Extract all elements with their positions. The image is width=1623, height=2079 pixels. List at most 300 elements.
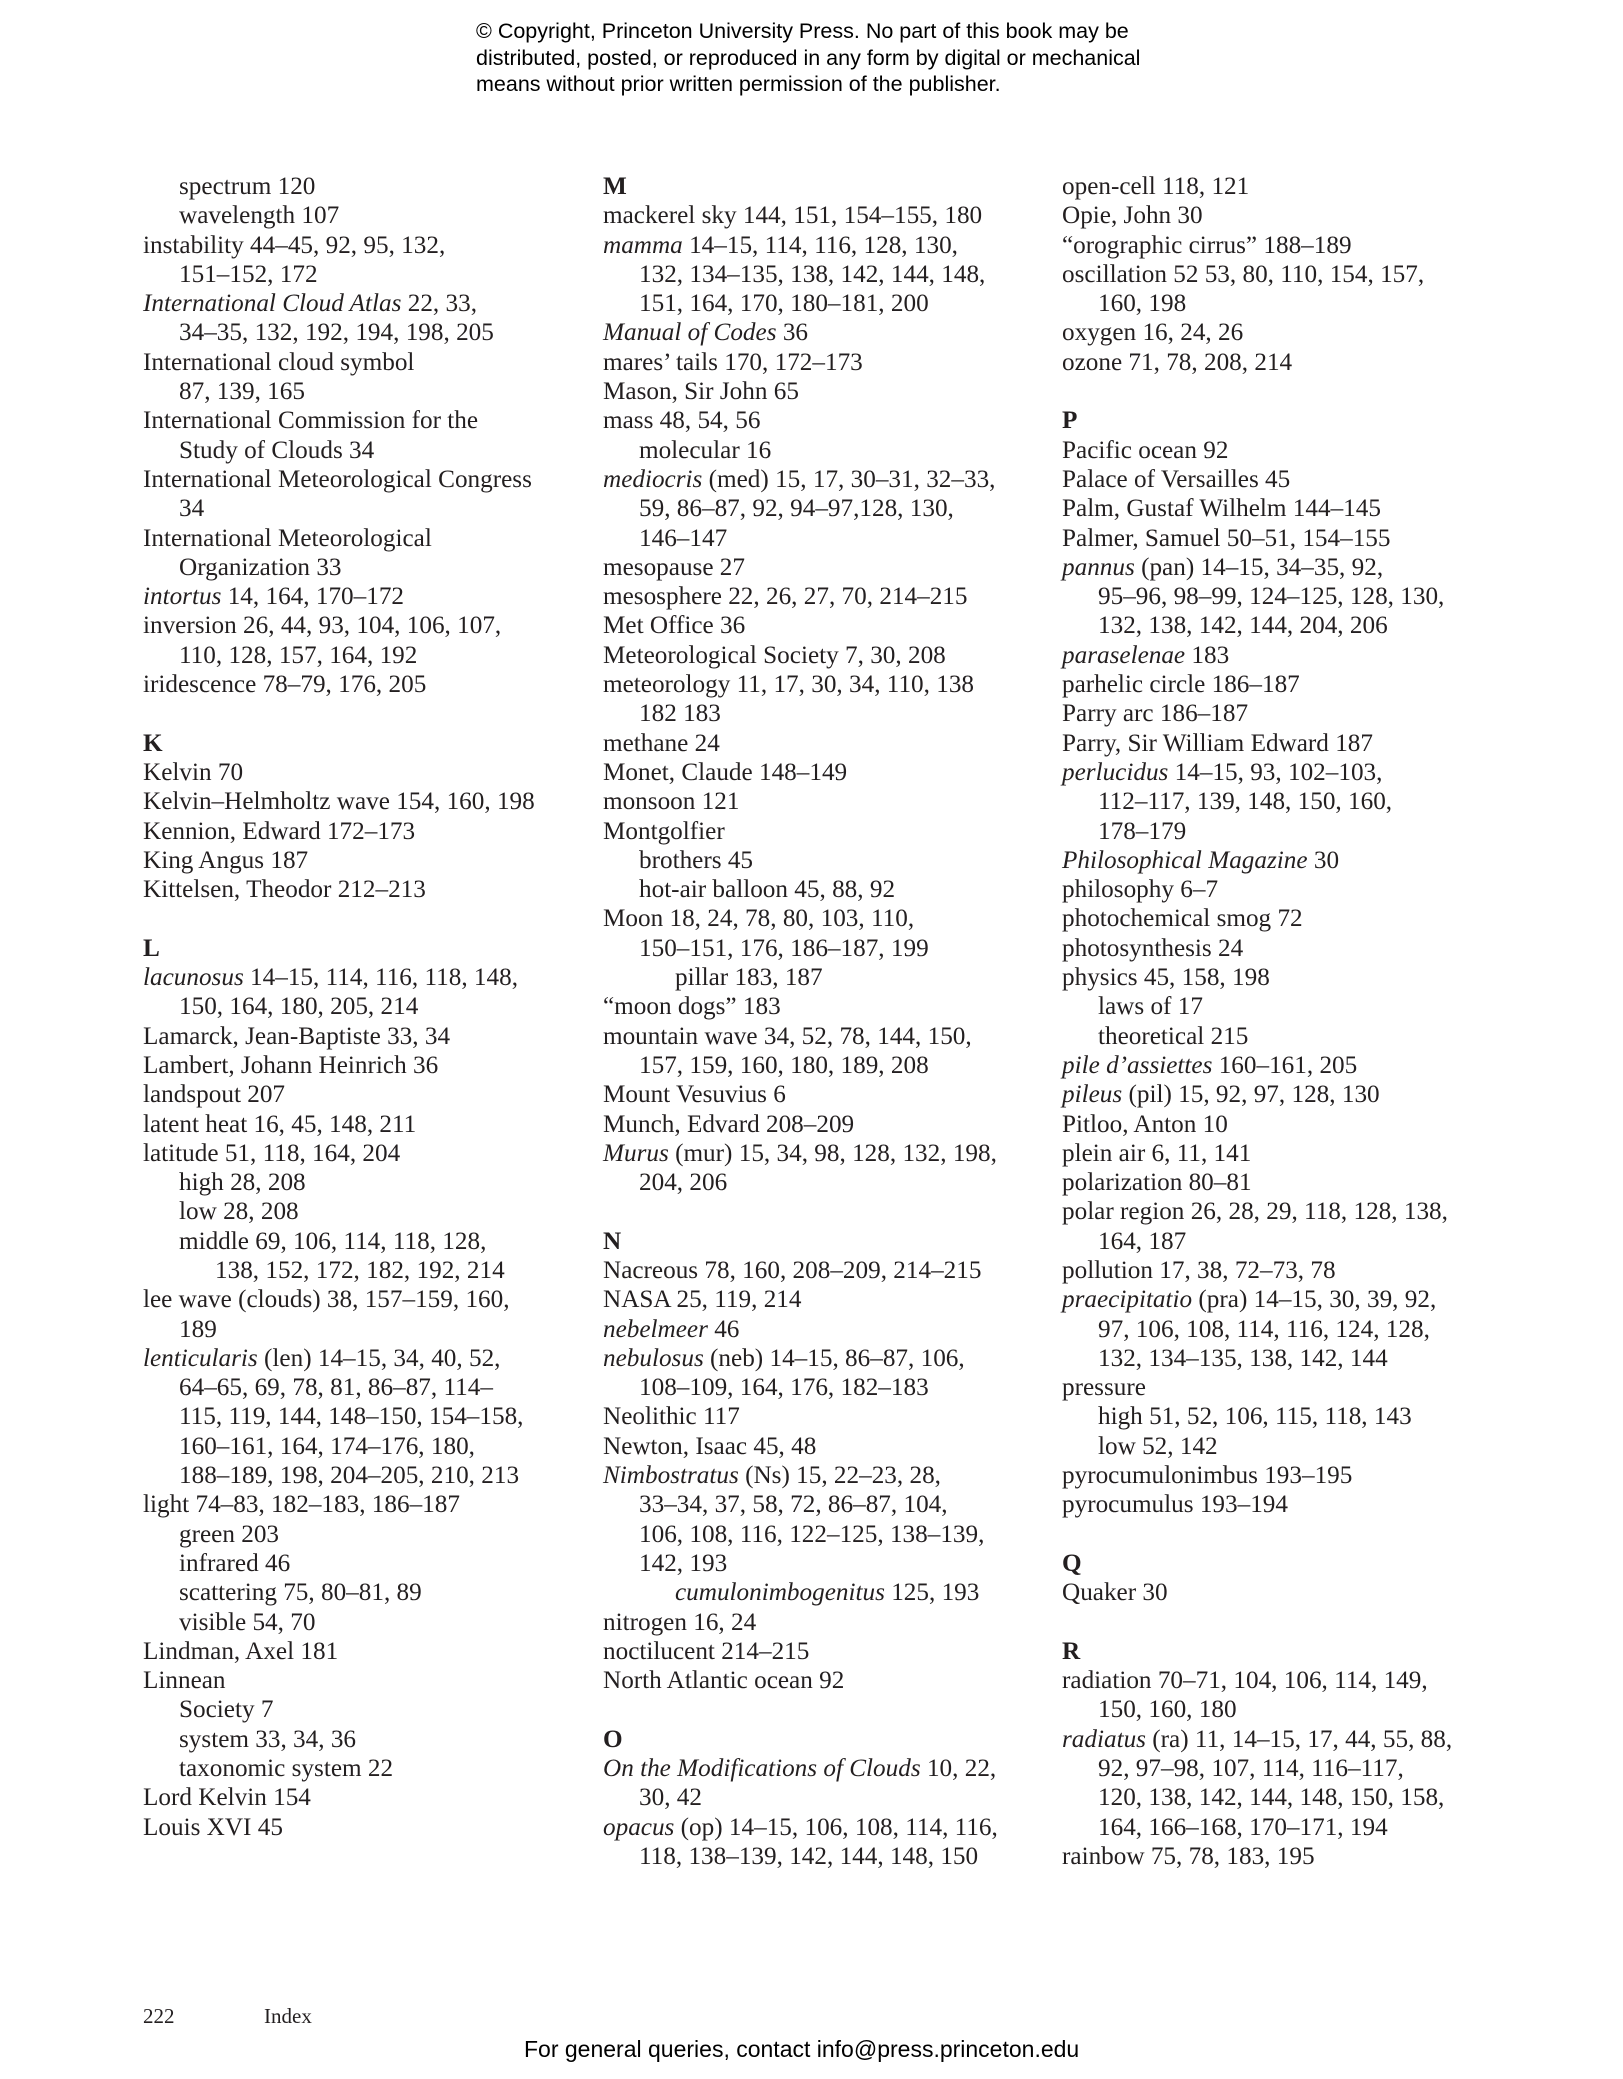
index-text: 92, 97–98, 107, 114, 116–117, [1098,1755,1404,1783]
index-text: Society 7 [179,1696,274,1724]
index-italic-text: Manual of Codes [603,319,777,347]
copyright-line: © Copyright, Princeton University Press. No part of this book may be [476,19,1129,43]
index-text: light 74–83, 182–183, 186–187 [143,1491,460,1519]
index-text: 14–15, 114, 116, 118, 148, [243,964,519,992]
index-entry [143,611,583,640]
index-text: wavelength 107 [179,202,340,230]
index-italic-text: perlucidus [1062,758,1169,786]
index-entry [143,670,583,699]
index-entry [1062,1490,1502,1519]
index-text: 110, 128, 157, 164, 192 [179,641,418,669]
index-text: low 28, 208 [179,1198,299,1226]
index-subline [143,1549,583,1578]
index-text: Parry arc 186–187 [1062,700,1249,728]
index-subline [603,1520,1043,1549]
index-text: Lord Kelvin 154 [143,1784,311,1812]
index-entry [1062,1256,1502,1285]
index-text: radiation 70–71, 104, 106, 114, 149, [1062,1667,1428,1695]
index-entry [1062,436,1502,465]
index-entry [143,1051,583,1080]
index-entry [1062,201,1502,230]
index-text: NASA 25, 119, 214 [603,1286,802,1314]
index-entry [143,1813,583,1842]
index-text: 160–161, 164, 174–176, 180, [179,1432,475,1460]
index-entry [143,817,583,846]
index-text: oxygen 16, 24, 26 [1062,319,1244,347]
index-entry [1062,553,1502,582]
index-text: 142, 193 [639,1549,728,1577]
index-text: open-cell 118, 121 [1062,173,1250,200]
index-text: 146–147 [639,524,728,552]
index-text: 138, 152, 172, 182, 192, 214 [215,1256,505,1284]
index-italic-text: On the Modifications of Clouds [603,1755,921,1783]
index-italic-text: pileus [1062,1081,1123,1109]
index-text: (len) 14–15, 34, 40, 52, [257,1344,501,1372]
index-text: “moon dogs” 183 [603,993,781,1021]
index-subline [603,963,1043,992]
index-text: 34–35, 132, 192, 194, 198, 205 [179,319,494,347]
index-text: Mount Vesuvius 6 [603,1081,786,1109]
index-text: 59, 86–87, 92, 94–97,128, 130, [639,495,954,523]
index-entry [603,787,1043,816]
index-entry [1062,465,1502,494]
index-subline [603,289,1043,318]
index-text: low 52, 142 [1098,1432,1218,1460]
index-entry [143,1080,583,1109]
index-entry [603,1608,1043,1637]
index-column-3 [1062,172,1502,1871]
index-text: high 28, 208 [179,1169,306,1197]
index-entry [603,1139,1043,1168]
index-subline [143,1520,583,1549]
index-entry [1062,670,1502,699]
index-subline [143,1315,583,1344]
index-subline [1062,289,1502,318]
index-text: pyrocumulus 193–194 [1062,1491,1288,1519]
index-text: physics 45, 158, 198 [1062,964,1270,992]
index-italic-text: nebelmeer [603,1315,708,1343]
index-subline [1062,1227,1502,1256]
index-entry [603,1432,1043,1461]
index-subline [1062,1402,1502,1431]
index-subline [143,1256,583,1285]
index-text: (pra) 14–15, 30, 39, 92, [1192,1286,1437,1314]
index-text: International Meteorological [143,524,432,552]
index-entry [603,817,1043,846]
index-subline [603,875,1043,904]
index-entry [143,963,583,992]
index-entry [603,406,1043,435]
index-subline [143,377,583,406]
index-italic-text: pile d’assiettes [1062,1051,1213,1079]
index-text: Nacreous 78, 160, 208–209, 214–215 [603,1256,982,1284]
index-subline [603,524,1043,553]
index-entry [143,1344,583,1373]
index-entry [603,377,1043,406]
index-text: Quaker 30 [1062,1579,1168,1607]
index-entry [1062,1110,1502,1139]
index-entry [1062,172,1502,201]
index-text: 14–15, 114, 116, 128, 130, [682,231,958,259]
index-entry [143,758,583,787]
index-entry [1062,348,1502,377]
index-text: laws of 17 [1098,993,1203,1021]
index-text: Palmer, Samuel 50–51, 154–155 [1062,524,1391,552]
index-text: meteorology 11, 17, 30, 34, 110, 138 [603,671,975,699]
index-letter-heading: M [603,173,627,200]
index-text: 34 [179,495,205,523]
index-text: spectrum 120 [179,173,316,200]
copyright-line: distributed, posted, or reproduced in any form by digital or mechanical [476,45,1141,70]
index-text: methane 24 [603,729,720,757]
index-entry [1062,1197,1502,1226]
index-entry [143,231,583,260]
index-text: visible 54, 70 [179,1608,316,1636]
index-italic-text: Murus [603,1139,669,1167]
index-subline [143,992,583,1021]
index-entry [143,524,583,553]
index-text: 125, 193 [884,1579,980,1607]
index-subline [603,1168,1043,1197]
index-subline [603,260,1043,289]
index-subline [143,172,583,201]
index-entry [603,318,1043,347]
index-text: (neb) 14–15, 86–87, 106, [703,1344,965,1372]
index-text: 36 [776,319,808,347]
index-entry [1062,318,1502,347]
index-text: 182 183 [639,700,721,728]
index-text: high 51, 52, 106, 115, 118, 143 [1098,1403,1412,1431]
index-text: (op) 14–15, 106, 108, 114, 116, [674,1813,998,1841]
index-subline [603,1578,1043,1607]
index-text: mesosphere 22, 26, 27, 70, 214–215 [603,583,968,611]
index-text: scattering 75, 80–81, 89 [179,1579,422,1607]
index-column-2 [603,172,1043,1871]
index-entry [1062,641,1502,670]
index-italic-text: intortus [143,583,222,611]
index-entry [143,1666,583,1695]
index-entry [603,1080,1043,1109]
index-subline [1062,1783,1502,1812]
index-text: molecular 16 [639,436,772,464]
index-entry [1062,1842,1502,1871]
index-text: 33–34, 37, 58, 72, 86–87, 104, [639,1491,948,1519]
index-text: noctilucent 214–215 [603,1637,810,1665]
index-text: Parry, Sir William Edward 187 [1062,729,1373,757]
index-text: 112–117, 139, 148, 150, 160, [1098,788,1393,816]
index-text: brothers 45 [639,846,754,874]
index-text: 157, 159, 160, 180, 189, 208 [639,1051,929,1079]
index-entry [1062,758,1502,787]
index-text: International Commission for the [143,407,479,435]
index-text: taxonomic system 22 [179,1755,394,1783]
index-subline [143,1725,583,1754]
index-italic-text: mamma [603,231,683,259]
index-text: system 33, 34, 36 [179,1725,357,1753]
index-text: 30 [1307,846,1340,874]
index-text: inversion 26, 44, 93, 104, 106, 107, [143,612,502,640]
index-letter-heading: N [603,1227,622,1255]
index-entry [603,465,1043,494]
index-text: (mur) 15, 34, 98, 128, 132, 198, [668,1139,997,1167]
index-text: latent heat 16, 45, 148, 211 [143,1110,417,1138]
index-italic-text: mediocris [603,465,703,493]
index-text: nitrogen 16, 24 [603,1608,757,1636]
index-entry [1062,1285,1502,1314]
index-text: Pacific ocean 92 [1062,436,1229,464]
index-subline [143,494,583,523]
index-text: Kelvin–Helmholtz wave 154, 160, 198 [143,788,535,816]
index-column-1 [143,172,583,1842]
index-subline [603,699,1043,728]
index-text: (pan) 14–15, 34–35, 92, [1134,553,1384,581]
index-text: 183 [1185,641,1230,669]
index-entry [1062,699,1502,728]
index-text: 118, 138–139, 142, 144, 148, 150 [639,1842,979,1870]
index-subline [1062,1813,1502,1842]
index-entry [603,1315,1043,1344]
index-subline [143,1608,583,1637]
index-text: Munch, Edvard 208–209 [603,1110,855,1138]
index-entry [143,1490,583,1519]
index-text: Montgolfier [603,817,725,845]
index-subline [1062,1695,1502,1724]
index-text: Met Office 36 [603,612,746,640]
index-subline [1062,1344,1502,1373]
index-entry [143,1139,583,1168]
index-text: 150, 164, 180, 205, 214 [179,993,419,1021]
index-entry [1062,904,1502,933]
index-entry [1062,1139,1502,1168]
index-letter-heading: O [603,1725,623,1753]
index-entry [1062,963,1502,992]
running-footer-section: Index [264,2004,312,2028]
index-entry [1062,1461,1502,1490]
index-text: 115, 119, 144, 148–150, 154–158, [179,1403,524,1431]
index-subline [603,1490,1043,1519]
index-entry [1062,231,1502,260]
index-subline [1062,1754,1502,1783]
index-text: Opie, John 30 [1062,202,1203,230]
index-entry [143,1285,583,1314]
index-subline [143,641,583,670]
index-entry [143,1110,583,1139]
index-letter-heading: Q [1062,1549,1082,1577]
index-entry [1062,1080,1502,1109]
index-subline [143,553,583,582]
index-text: 204, 206 [639,1169,728,1197]
index-italic-text: paraselenae [1062,641,1186,669]
index-text: 160–161, 205 [1212,1051,1358,1079]
index-subline [603,1842,1043,1871]
index-entry [603,729,1043,758]
index-entry [1062,934,1502,963]
index-text: 150–151, 176, 186–187, 199 [639,934,929,962]
index-entry [603,992,1043,1021]
index-subline [1062,1315,1502,1344]
index-text: (pil) 15, 92, 97, 128, 130 [1122,1081,1380,1109]
index-subline [1062,787,1502,816]
index-text: 10, 22, [920,1755,997,1783]
index-entry [143,406,583,435]
index-entry [1062,1666,1502,1695]
index-entry [1062,494,1502,523]
index-text: 132, 134–135, 138, 142, 144 [1098,1344,1388,1372]
index-text: 164, 166–168, 170–171, 194 [1098,1813,1388,1841]
index-entry [603,1666,1043,1695]
index-subline [1062,611,1502,640]
index-text: pyrocumulonimbus 193–195 [1062,1462,1353,1490]
index-subline [1062,1022,1502,1051]
index-text: 120, 138, 142, 144, 148, 150, 158, [1098,1784,1445,1812]
index-text: middle 69, 106, 114, 118, 128, [179,1227,487,1255]
index-text: ozone 71, 78, 208, 214 [1062,348,1293,376]
index-entry [143,1783,583,1812]
index-italic-text: radiatus [1062,1725,1146,1753]
index-entry [603,904,1043,933]
index-text: 151–152, 172 [179,260,318,288]
index-italic-text: Philosophical Magazine [1062,846,1308,874]
index-subline [143,318,583,347]
index-entry [143,1637,583,1666]
index-text: polarization 80–81 [1062,1169,1252,1197]
index-entry [603,1461,1043,1490]
index-text: 160, 198 [1098,290,1187,318]
index-subline [143,1227,583,1256]
index-text: 151, 164, 170, 180–181, 200 [639,290,929,318]
index-entry [1062,1168,1502,1197]
index-subline [143,1432,583,1461]
index-subline [603,846,1043,875]
index-text: 164, 187 [1098,1227,1187,1255]
index-entry [1062,846,1502,875]
index-entry [143,582,583,611]
index-text: (Ns) 15, 22–23, 28, [738,1462,941,1490]
index-subline [143,1461,583,1490]
index-text: photosynthesis 24 [1062,934,1244,962]
index-text: Lambert, Johann Heinrich 36 [143,1051,439,1079]
index-entry [1062,1051,1502,1080]
index-entry [603,1637,1043,1666]
index-text: pollution 17, 38, 72–73, 78 [1062,1256,1336,1284]
index-entry [1062,1373,1502,1402]
index-entry [143,846,583,875]
index-text: Louis XVI 45 [143,1813,283,1841]
index-text: 188–189, 198, 204–205, 210, 213 [179,1462,520,1490]
index-text: (med) 15, 17, 30–31, 32–33, [702,465,996,493]
index-text: 132, 134–135, 138, 142, 144, 148, [639,260,986,288]
index-text: mass 48, 54, 56 [603,407,761,435]
index-text: polar region 26, 28, 29, 118, 128, 138, [1062,1198,1448,1226]
index-text: rainbow 75, 78, 183, 195 [1062,1842,1315,1870]
index-entry [1062,1725,1502,1754]
index-text: International Meteorological Congress [143,465,532,493]
index-text: Kennion, Edward 172–173 [143,817,416,845]
index-text: oscillation 52 53, 80, 110, 154, 157, [1062,260,1425,288]
index-italic-text: pannus [1062,553,1135,581]
index-text: International cloud symbol [143,348,415,376]
index-entry [603,1022,1043,1051]
index-subline [1062,992,1502,1021]
index-text: North Atlantic ocean 92 [603,1667,845,1695]
index-italic-text: International Cloud Atlas [143,290,402,318]
copyright-notice [476,18,1236,98]
index-text: (ra) 11, 14–15, 17, 44, 55, 88, [1145,1725,1453,1753]
index-subline [603,436,1043,465]
index-text: parhelic circle 186–187 [1062,671,1300,699]
index-text: 97, 106, 108, 114, 116, 124, 128, [1098,1315,1430,1343]
index-subline [143,1168,583,1197]
index-text: theoretical 215 [1098,1022,1249,1050]
copyright-line: means without prior written permission of the publisher. [476,72,1001,96]
index-text: mares’ tails 170, 172–173 [603,348,863,376]
index-text: Linnean [143,1667,226,1695]
index-text: 22, 33, [401,290,477,318]
index-entry [143,787,583,816]
index-subline [143,1578,583,1607]
index-entry [1062,1578,1502,1607]
index-subline [1062,582,1502,611]
index-text: Kelvin 70 [143,758,244,786]
index-text: mesopause 27 [603,553,745,581]
index-text: iridescence 78–79, 176, 205 [143,671,427,699]
index-subline [1062,1432,1502,1461]
index-entry [143,465,583,494]
index-subline [143,1402,583,1431]
index-text: 189 [179,1315,217,1343]
index-text: Monet, Claude 148–149 [603,758,848,786]
index-entry [603,611,1043,640]
index-entry [603,758,1043,787]
index-text: 106, 108, 116, 122–125, 138–139, [639,1520,985,1548]
index-text: plein air 6, 11, 141 [1062,1139,1252,1167]
index-letter-heading: P [1062,407,1078,435]
index-text: monsoon 121 [603,788,740,816]
index-text: Meteorological Society 7, 30, 208 [603,641,946,669]
index-subline [603,1783,1043,1812]
index-entry [603,641,1043,670]
index-text: photochemical smog 72 [1062,905,1303,933]
index-italic-text: praecipitatio [1062,1286,1193,1314]
index-subline [603,494,1043,523]
index-subline [143,201,583,230]
index-entry [143,1022,583,1051]
index-text: mountain wave 34, 52, 78, 144, 150, [603,1022,972,1050]
index-entry [1062,524,1502,553]
index-text: 14, 164, 170–172 [221,583,404,611]
index-entry [143,289,583,318]
index-subline [143,1695,583,1724]
index-text: Organization 33 [179,553,342,581]
index-entry [603,1754,1043,1783]
index-text: Neolithic 117 [603,1403,740,1431]
index-text: hot-air balloon 45, 88, 92 [639,876,896,904]
index-text: 108–109, 164, 176, 182–183 [639,1374,929,1402]
index-subline [143,1197,583,1226]
index-text: 132, 138, 142, 144, 204, 206 [1098,612,1388,640]
index-subline [143,436,583,465]
index-entry [603,1285,1043,1314]
index-text: infrared 46 [179,1549,291,1577]
index-entry [1062,729,1502,758]
index-entry [603,553,1043,582]
index-italic-text: Nimbostratus [603,1462,739,1490]
index-text: Newton, Isaac 45, 48 [603,1432,817,1460]
index-entry [603,1813,1043,1842]
index-text: landspout 207 [143,1081,286,1109]
index-text: Mason, Sir John 65 [603,378,799,406]
index-text: Palace of Versailles 45 [1062,465,1291,493]
